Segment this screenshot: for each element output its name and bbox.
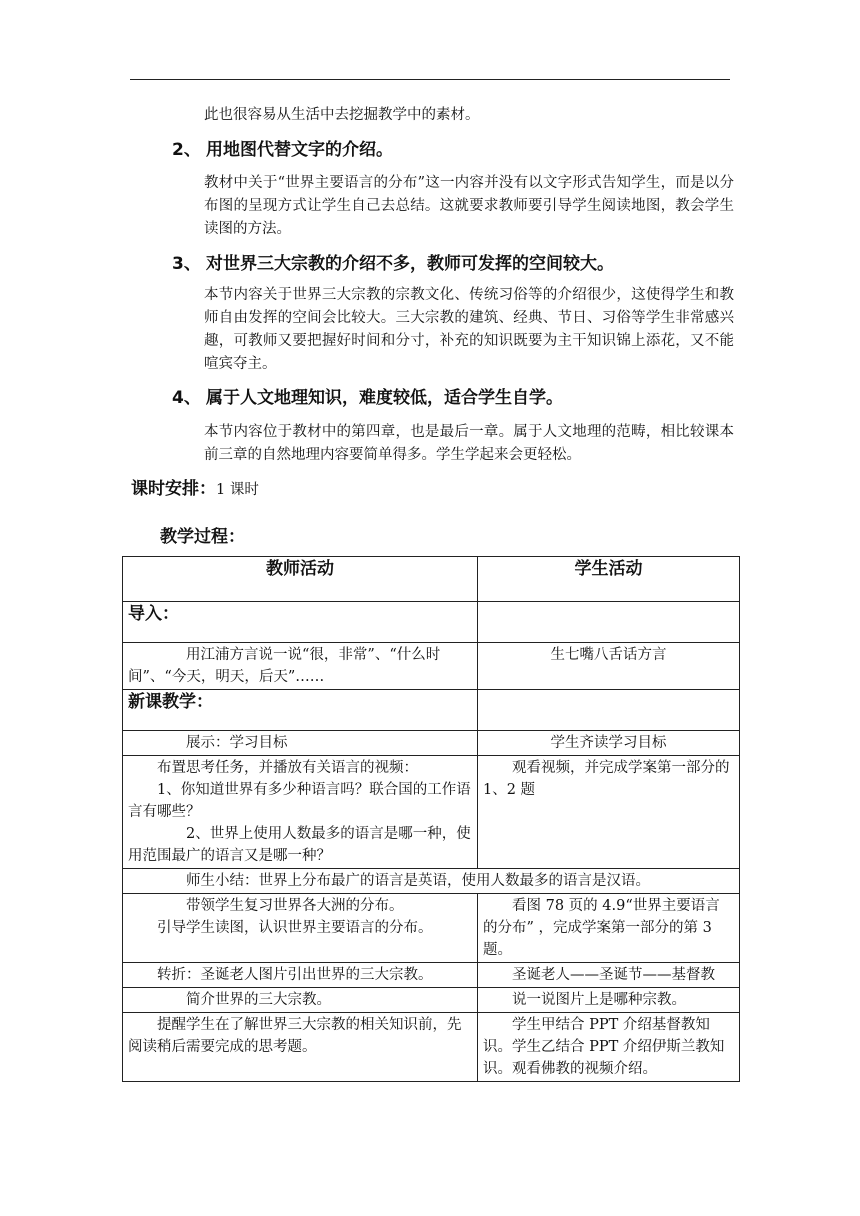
r1-student-cell: 学生齐读学习目标 xyxy=(478,731,740,756)
schedule-line xyxy=(131,478,259,502)
table-row xyxy=(123,963,740,988)
table-row xyxy=(123,1013,740,1082)
table-row xyxy=(123,643,740,690)
r4-teacher-line-b: 引导学生读图，认识世界主要语言的分布。 xyxy=(157,920,433,936)
r4-teacher-line-a: 带领学生复习世界各大洲的分布。 xyxy=(186,898,404,914)
point-3-title: 对世界三大宗教的介绍不多，教师可发挥的空间较大。 xyxy=(206,254,614,274)
table-row xyxy=(123,988,740,1013)
point-2-body: 教材中关于“世界主要语言的分布”这一内容并没有以文字形式告知学生，而是以分布图的呈现方式让学生自己去总结。这就要求教师要引导学生阅读地图，教会学生读图的方法。 xyxy=(204,175,734,237)
table-row xyxy=(123,869,740,894)
table-cell-empty xyxy=(478,690,740,731)
table-row xyxy=(123,894,740,963)
intro-student-cell: 生七嘴八舌话方言 xyxy=(478,643,740,690)
r7-teacher-cell: 提醒学生在了解世界三大宗教的相关知识前，先阅读稍后需要完成的思考题。 xyxy=(123,1013,478,1082)
header-rule xyxy=(130,79,730,80)
schedule-label: 课时安排： xyxy=(131,479,216,499)
r1-teacher-cell: 展示：学习目标 xyxy=(123,731,478,756)
r4-teacher-cell xyxy=(123,894,478,963)
table-row xyxy=(123,731,740,756)
lesson-table xyxy=(122,556,740,1082)
point-2-number: 2、 xyxy=(172,140,201,160)
section-intro-label: 导入： xyxy=(123,602,478,643)
intro-tail-text: 此也很容易从生活中去挖掘教学中的素材。 xyxy=(204,107,480,123)
r2-teacher-line-c: 2、世界上使用人数最多的语言是哪一种，使用范围最广的语言又是哪一种？ xyxy=(128,826,471,864)
schedule-value: 1 课时 xyxy=(216,482,259,498)
point-3-number: 3、 xyxy=(172,254,201,274)
intro-teacher-cell: 用江浦方言说一说“很，非常”、“什么时间”、“今天，明天，后天”…… xyxy=(123,643,478,690)
r7-student-cell: 学生甲结合 PPT 介绍基督教知识。学生乙结合 PPT 介绍伊斯兰教知识。观看佛教的视频介绍。 xyxy=(478,1013,740,1082)
point-2-heading xyxy=(172,139,393,162)
table-row xyxy=(123,690,740,731)
table-row xyxy=(123,602,740,643)
r6-student-cell: 说一说图片上是哪种宗教。 xyxy=(478,988,740,1013)
point-4-number: 4、 xyxy=(172,388,201,408)
point-3-heading xyxy=(172,253,614,276)
section-new-label: 新课教学： xyxy=(123,690,478,731)
teacher-column-header: 教师活动 xyxy=(123,557,478,602)
table-cell-empty xyxy=(478,602,740,643)
r2-teacher-cell xyxy=(123,756,478,869)
r5-teacher-cell: 转折：圣诞老人图片引出世界的三大宗教。 xyxy=(123,963,478,988)
r3-summary-cell: 师生小结：世界上分布最广的语言是英语，使用人数最多的语言是汉语。 xyxy=(123,869,740,894)
process-title: 教学过程： xyxy=(160,527,245,547)
table-header-row xyxy=(123,557,740,602)
point-4-title: 属于人文地理知识，难度较低，适合学生自学。 xyxy=(206,388,563,408)
point-4-body: 本节内容位于教材中的第四章，也是最后一章。属于人文地理的范畴，相比较课本前三章的自然地理内容要简单得多。学生学起来会更轻松。 xyxy=(204,424,734,463)
point-2-title: 用地图代替文字的介绍。 xyxy=(206,140,393,160)
r2-teacher-line-a: 布置思考任务，并播放有关语言的视频： xyxy=(157,760,418,776)
student-column-header: 学生活动 xyxy=(478,557,740,602)
point-4-heading xyxy=(172,387,563,410)
r4-student-cell: 看图 78 页的 4.9“世界主要语言的分布” ，完成学案第一部分的第 3 题。 xyxy=(478,894,740,963)
r5-student-cell: 圣诞老人——圣诞节——基督教 xyxy=(478,963,740,988)
r6-teacher-cell: 简介世界的三大宗教。 xyxy=(123,988,478,1013)
table-row xyxy=(123,756,740,869)
point-3-body: 本节内容关于世界三大宗教的宗教文化、传统习俗等的介绍很少，这使得学生和教师自由发挥的空间会比较大。三大宗教的建筑、经典、节日、习俗等学生非常感兴趣，可教师又要把握好时间和分寸，补充的知识既要为主干知识锦上添花，又不能喧宾夺主。 xyxy=(204,287,734,372)
r2-student-cell: 观看视频，并完成学案第一部分的 1、2 题 xyxy=(478,756,740,869)
r2-teacher-line-b: 1、你知道世界有多少种语言吗？联合国的工作语言有哪些？ xyxy=(128,782,471,820)
